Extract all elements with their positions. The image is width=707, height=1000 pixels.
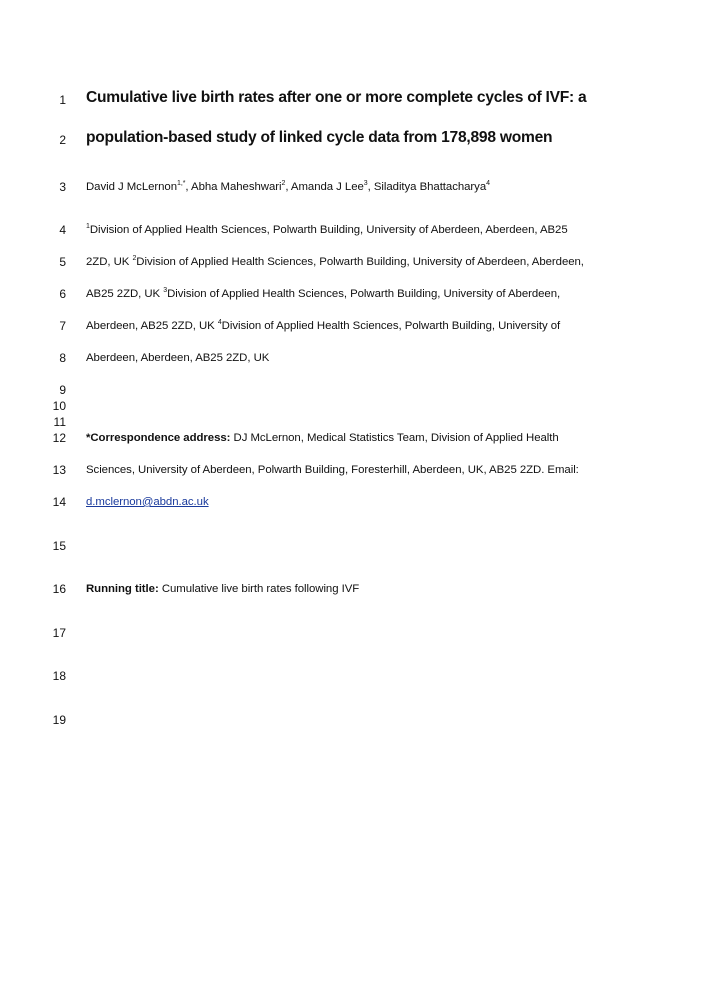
line-number: 1 bbox=[59, 93, 66, 107]
line-4 bbox=[0, 222, 707, 242]
author-name: Siladitya Bhattacharya bbox=[373, 181, 487, 193]
author-affiliation-marker: 3 bbox=[363, 180, 368, 187]
author-separator: , bbox=[185, 181, 192, 193]
running-title bbox=[86, 581, 677, 597]
email-link[interactable]: d.mclernon@abdn.ac.uk bbox=[86, 496, 209, 508]
author-name: Amanda J Lee bbox=[290, 181, 364, 193]
line-number: 10 bbox=[52, 399, 66, 413]
line-13 bbox=[0, 462, 707, 482]
correspondence-label: *Correspondence address: bbox=[86, 432, 231, 444]
line-number: 8 bbox=[59, 351, 66, 365]
line-6 bbox=[0, 286, 707, 306]
line-number: 9 bbox=[59, 383, 66, 397]
affiliation-line: AB25 2ZD, UK bbox=[86, 288, 164, 300]
line-number: 3 bbox=[59, 180, 66, 194]
line-7 bbox=[0, 318, 707, 338]
affiliation-text bbox=[86, 318, 677, 334]
affiliation-text bbox=[86, 222, 677, 238]
author-affiliation-marker: 4 bbox=[486, 180, 490, 187]
line-14 bbox=[0, 494, 707, 514]
line-number: 5 bbox=[59, 255, 66, 269]
author-name: Abha Maheshwari bbox=[191, 181, 282, 193]
affiliation-text bbox=[86, 254, 677, 270]
correspondence-line: Sciences, University of Aberdeen, Polwarth Building, Foresterhill, Aberdeen, UK, AB25 2ZD. Email: bbox=[86, 464, 579, 476]
affiliation-line: Division of Applied Health Sciences, Polwarth Building, University of Aberdeen, Aberdeen, AB25 bbox=[89, 224, 568, 236]
affiliation-marker: 1 bbox=[86, 223, 90, 230]
email-wrap bbox=[86, 494, 677, 510]
affiliation-text bbox=[86, 286, 677, 302]
line-19 bbox=[0, 712, 707, 732]
line-number: 19 bbox=[52, 713, 66, 727]
line-number: 12 bbox=[52, 431, 66, 445]
affiliation-marker: 2 bbox=[132, 255, 137, 262]
line-number: 15 bbox=[52, 539, 66, 553]
line-18 bbox=[0, 668, 707, 688]
line-17 bbox=[0, 625, 707, 645]
line-number: 11 bbox=[53, 415, 66, 429]
paper-title-line-2: population-based study of linked cycle data from 178,898 women bbox=[86, 129, 553, 146]
line-number: 14 bbox=[52, 495, 66, 509]
author-separator: , bbox=[285, 181, 291, 193]
line-number: 18 bbox=[52, 669, 66, 683]
line-number: 7 bbox=[59, 319, 66, 333]
line-12 bbox=[0, 430, 707, 450]
line-15 bbox=[0, 538, 707, 558]
affiliation-marker: 3 bbox=[163, 287, 168, 294]
author-affiliation-marker: 2 bbox=[281, 180, 286, 187]
line-1 bbox=[0, 90, 707, 110]
correspondence-line: DJ McLernon, Medical Statistics Team, Division of Applied Health bbox=[230, 432, 559, 444]
line-16 bbox=[0, 581, 707, 601]
line-5 bbox=[0, 254, 707, 274]
line-number: 17 bbox=[52, 626, 66, 640]
author-name: David J McLernon bbox=[86, 181, 177, 193]
line-number: 2 bbox=[59, 133, 66, 147]
affiliation-line: Aberdeen, AB25 2ZD, UK bbox=[86, 320, 218, 332]
affiliation-marker: 4 bbox=[217, 319, 222, 326]
affiliation-line: Division of Applied Health Sciences, Polwarth Building, University of Aberdeen, Aberdeen, bbox=[136, 256, 584, 268]
running-title-text: Cumulative live birth rates following IVF bbox=[158, 583, 360, 595]
affiliation-line: Division of Applied Health Sciences, Polwarth Building, University of bbox=[221, 320, 561, 332]
line-2 bbox=[0, 130, 707, 150]
author-separator: , bbox=[367, 181, 374, 193]
line-3 bbox=[0, 179, 707, 199]
author-list bbox=[86, 179, 677, 195]
line-number: 4 bbox=[59, 223, 66, 237]
affiliation-line: Aberdeen, Aberdeen, AB25 2ZD, UK bbox=[86, 352, 270, 364]
author-affiliation-marker: 1,* bbox=[177, 180, 186, 187]
paper-title-line-1: Cumulative live birth rates after one or more complete cycles of IVF: a bbox=[86, 89, 587, 106]
affiliation-line: 2ZD, UK bbox=[86, 256, 133, 268]
line-8 bbox=[0, 350, 707, 370]
line-number: 16 bbox=[52, 582, 66, 596]
affiliation-line: Division of Applied Health Sciences, Polwarth Building, University of Aberdeen, bbox=[167, 288, 561, 300]
line-number: 6 bbox=[59, 287, 66, 301]
correspondence-text bbox=[86, 430, 677, 446]
line-number: 13 bbox=[52, 463, 66, 477]
running-title-label: Running title: bbox=[86, 583, 159, 595]
